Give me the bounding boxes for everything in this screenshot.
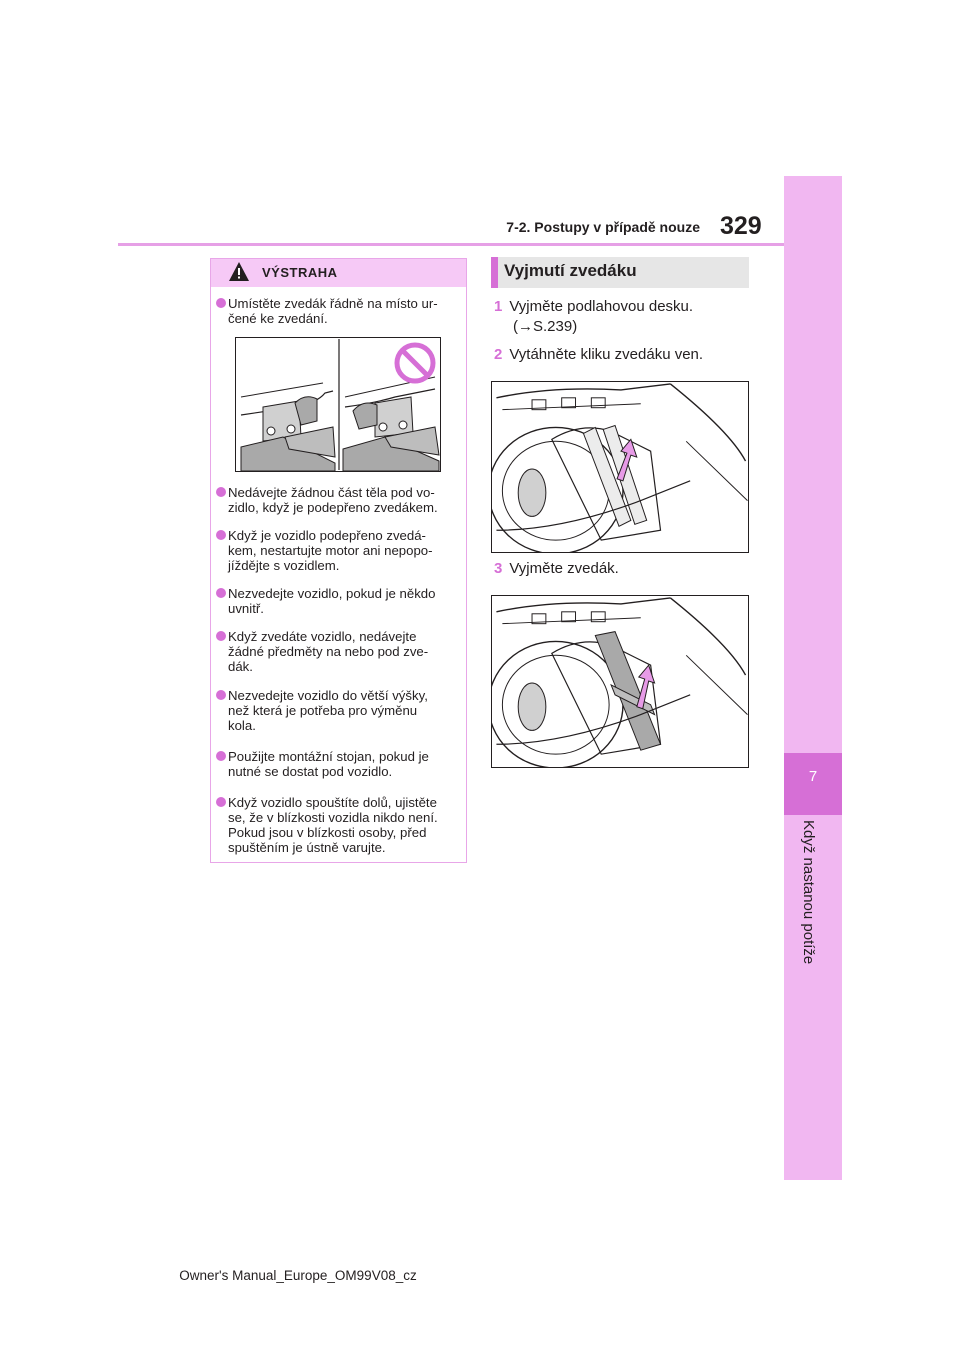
header-rule bbox=[118, 243, 784, 246]
warning-item: Nezvedejte vozidlo, pokud je někdo uvnitř. bbox=[216, 586, 461, 616]
bullet-icon bbox=[216, 631, 226, 641]
chapter-tab bbox=[784, 176, 842, 1180]
bullet-icon bbox=[216, 487, 226, 497]
bullet-icon bbox=[216, 797, 226, 807]
warning-item: Když zvedáte vozidlo, nedávejte žádné předměty na nebo pod zve- dák. bbox=[216, 629, 461, 674]
step-2 bbox=[494, 345, 703, 365]
chapter-number: 7 bbox=[808, 768, 818, 785]
warning-item: Nedávejte žádnou část těla pod vo- zidlo, když je podepřeno zvedákem. bbox=[216, 485, 461, 515]
warning-item: Umístěte zvedák řádně na místo ur- čené ke zvedání. bbox=[216, 296, 461, 326]
step-number: 3 bbox=[494, 560, 503, 577]
subsection-header-bar bbox=[491, 257, 498, 288]
step-text: Vyjměte zvedák. bbox=[509, 560, 619, 577]
subsection-title: Vyjmutí zvedáku bbox=[504, 261, 637, 280]
warning-item: Nezvedejte vozidlo do větší výšky, než která je potřeba pro výměnu kola. bbox=[216, 688, 461, 733]
bullet-icon bbox=[216, 751, 226, 761]
warning-item: Použijte montážní stojan, pokud je nutné se dostat pod vozidlo. bbox=[216, 749, 461, 779]
warning-label: VÝSTRAHA bbox=[262, 265, 338, 280]
footer-text: Owner's Manual_Europe_OM99V08_cz bbox=[179, 1268, 417, 1283]
warning-item: Když je vozidlo podepřeno zvedá- kem, nestartujte motor ani nepopo- jíždějte s vozidlem. bbox=[216, 528, 461, 573]
bullet-icon bbox=[216, 690, 226, 700]
step-3 bbox=[494, 559, 619, 579]
step-number: 2 bbox=[494, 346, 503, 363]
warning-item: Když vozidlo spouštíte dolů, ujistěte se, že v blízkosti vozidla nikdo není. Pokud jsou v blízkosti osoby, před spuštěním je ústně varujte. bbox=[216, 795, 461, 855]
jack-removal-illustration bbox=[491, 595, 749, 768]
chapter-title: Když nastanou potíže bbox=[800, 820, 817, 965]
section-title: 7-2. Postupy v případě nouze bbox=[506, 219, 700, 235]
page-number: 329 bbox=[720, 212, 762, 240]
step-number: 1 bbox=[494, 298, 503, 315]
bullet-icon bbox=[216, 588, 226, 598]
step-text: Vyjměte podlahovou desku. bbox=[509, 298, 694, 315]
jack-handle-illustration bbox=[491, 381, 749, 553]
bullet-icon bbox=[216, 530, 226, 540]
step-1 bbox=[494, 297, 693, 317]
step-text: Vytáhněte kliku zvedáku ven. bbox=[509, 346, 704, 363]
warning-triangle-icon bbox=[228, 261, 250, 282]
page-reference-link[interactable]: (→S.239) bbox=[513, 318, 578, 335]
jack-placement-illustration bbox=[235, 337, 441, 472]
bullet-icon bbox=[216, 298, 226, 308]
